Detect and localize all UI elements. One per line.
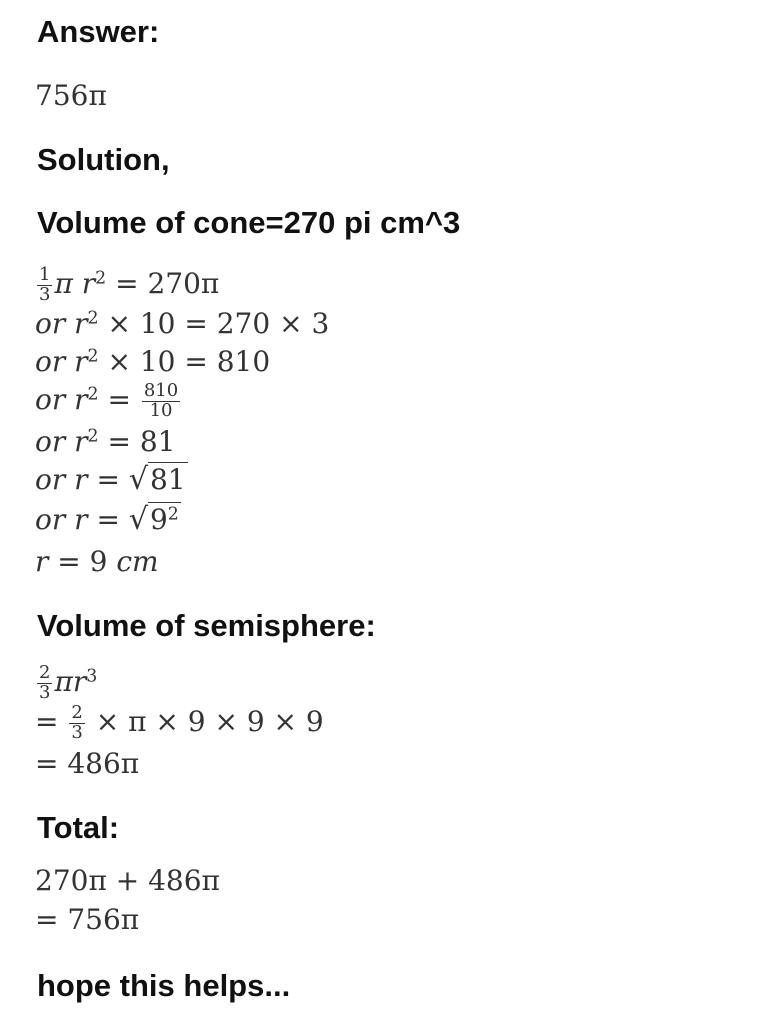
cone-eq-6: or r = √81	[35, 462, 186, 497]
total-heading: Total:	[37, 810, 120, 845]
cone-eq-2: or $r^2 \times 10 = 270 \times 3$	[35, 307, 330, 340]
solution-heading: Solution,	[37, 142, 170, 177]
fraction: $\frac{810}{10}$	[143, 380, 179, 421]
semisphere-eq-3: = 486π	[35, 747, 140, 780]
square-root: √81	[128, 462, 186, 497]
semisphere-volume-heading: Volume of semisphere:	[37, 608, 376, 643]
total-eq-1: 270π + 486π	[35, 864, 220, 897]
closing-text: hope this helps...	[37, 968, 291, 1003]
fraction: $\frac{2}{3}$	[71, 702, 83, 743]
fraction: $\frac{1}{3}$	[39, 264, 51, 305]
cone-eq-8: r = 9 cm	[35, 545, 159, 578]
cone-eq-3: or $r^2 \times 10 = 810$	[35, 345, 271, 378]
cone-eq-7: or $r = √9^2$	[35, 502, 179, 537]
total-eq-2: = 756π	[35, 903, 140, 936]
fraction: $\frac{2}{3}$	[39, 662, 51, 703]
answer-value: 756π	[35, 79, 107, 112]
answer-heading: Answer:	[37, 14, 160, 49]
cone-volume-heading: Volume of cone=270 pi cm^3	[37, 205, 461, 240]
cone-eq-4: or $r^2$ = $\frac{810}{10}$	[35, 380, 179, 421]
cone-eq-5: or $r^2 = 81$	[35, 425, 176, 458]
semisphere-eq-2: = $\frac{2}{3}$ × π × 9 × 9 × 9	[35, 702, 324, 743]
square-root: $√9^2$	[128, 502, 179, 537]
semisphere-eq-1: $\frac{2}{3}$ $\pi r^3$	[39, 662, 98, 703]
cone-eq-1: $\frac{1}{3}$ π $r^2 = 270\pi$	[39, 264, 220, 305]
